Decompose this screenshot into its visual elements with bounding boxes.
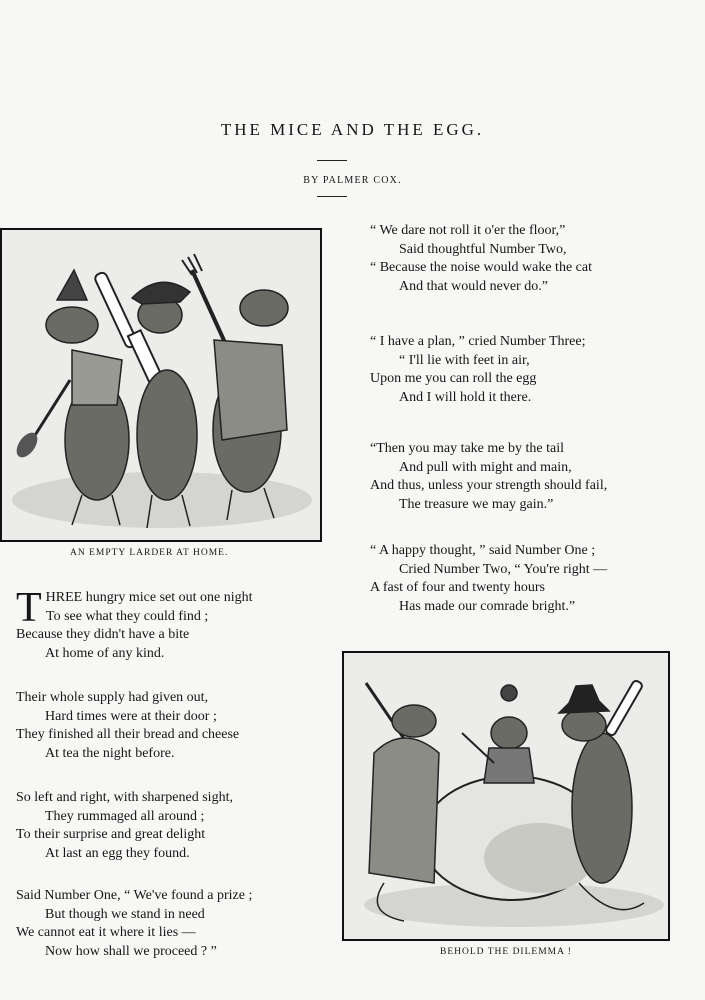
verse-line: Their whole supply had given out, — [16, 690, 209, 705]
stanza — [16, 585, 253, 663]
verse-line: Because they didn't have a bite — [16, 627, 190, 642]
verse-line: The treasure we may gain.” — [399, 496, 554, 512]
verse-line: At last an egg they found. — [45, 845, 190, 861]
verse-line: They rummaged all around ; — [45, 808, 205, 824]
title-divider — [317, 160, 347, 161]
verse-line: Said thoughtful Number Two, — [399, 241, 567, 257]
verse-line: Hard times were at their door ; — [45, 708, 217, 724]
verse-line: Said Number One, “ We've found a prize ; — [16, 888, 253, 903]
verse-line: A fast of four and twenty hours — [370, 580, 545, 595]
illustration-mice-and-egg — [342, 651, 670, 941]
verse-line: “ A happy thought, ” said Number One ; — [370, 543, 596, 558]
illustration-caption-1: AN EMPTY LARDER AT HOME. — [70, 548, 229, 558]
verse-line: They finished all their bread and cheese — [16, 727, 240, 742]
byline: BY PALMER COX. — [303, 175, 402, 186]
stanza — [16, 789, 233, 863]
byline-divider — [317, 196, 347, 197]
verse-line: And pull with might and main, — [399, 459, 572, 475]
verse-line: HREE hungry mice set out one night — [45, 590, 253, 605]
verse-line: Has made our comrade bright.” — [399, 598, 576, 614]
stanza — [16, 689, 239, 763]
verse-line: To their surprise and great delight — [16, 827, 206, 842]
verse-line: “ I have a plan, ” cried Number Three; — [370, 334, 586, 349]
verse-line: And I will hold it there. — [399, 389, 532, 405]
verse-line: And that would never do.” — [399, 278, 548, 294]
verse-line: So left and right, with sharpened sight, — [16, 790, 233, 805]
verse-line: Now how shall we proceed ? ” — [45, 943, 217, 959]
poem-title: THE MICE AND THE EGG. — [220, 120, 485, 139]
illustration-three-mice — [0, 228, 322, 542]
verse-line: And thus, unless your strength should fail, — [370, 478, 608, 493]
verse-line: We cannot eat it where it lies — — [16, 925, 196, 940]
verse-line: “Then you may take me by the tail — [370, 441, 564, 456]
verse-line: To see what they could find ; — [46, 608, 209, 624]
verse-line: At home of any kind. — [45, 645, 165, 661]
illustration-caption-2: BEHOLD THE DILEMMA ! — [440, 947, 572, 957]
stanza — [370, 333, 585, 407]
verse-line: Cried Number Two, “ You're right — — [399, 561, 608, 577]
verse-line: At tea the night before. — [45, 745, 175, 761]
stanza — [370, 440, 607, 514]
verse-line: Upon me you can roll the egg — [370, 371, 537, 386]
verse-line: But though we stand in need — [45, 906, 205, 922]
verse-line: “ I'll lie with feet in air, — [399, 352, 530, 368]
drop-cap: T — [16, 585, 42, 631]
verse-line: “ Because the noise would wake the cat — [370, 260, 592, 275]
verse-line: “ We dare not roll it o'er the floor,” — [370, 223, 566, 238]
stanza — [370, 222, 592, 296]
stanza — [16, 887, 252, 961]
stanza — [370, 542, 607, 616]
